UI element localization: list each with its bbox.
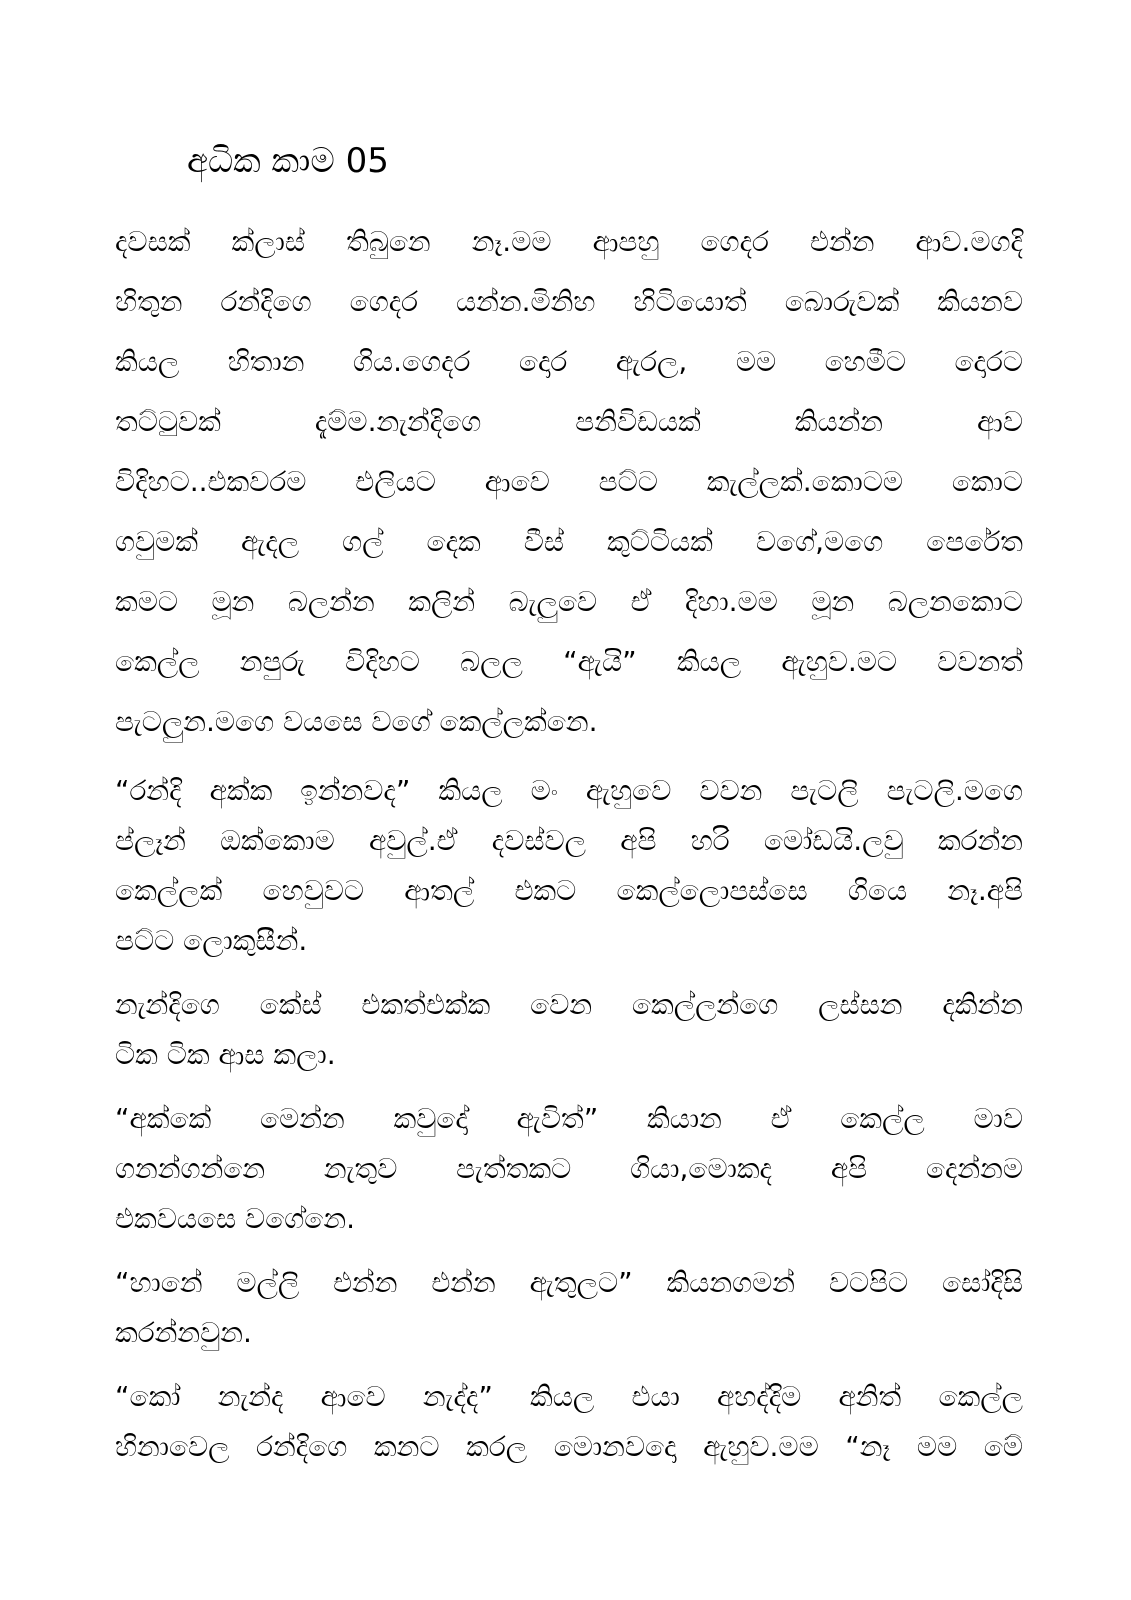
text-line: හිනාවෙල රන්දිගෙ කනට කරල මොනවදො ඇහුව.මම “නෑ මම මේ — [115, 1430, 1023, 1463]
text-line: “රන්දි අක්ක ඉන්නවද” කියල මං ඇහුවෙ වවන පැටලි පැටලි.මගෙ — [115, 774, 1023, 807]
text-line: හිතුන රන්දිගෙ ගෙදර යන්න.මිනිහ හිටියොත් බොරුවක් කියනව — [115, 285, 1023, 318]
text-line: “කෝ නැන්ද ආවෙ නැද්ද” කියල එයා අහද්දිම අනිත් කෙල්ල — [115, 1380, 1023, 1413]
text-line: විදිහට..එකවරම එලියට ආවෙ පට්ට කැල්ලක්.කොටම කොට — [115, 465, 1023, 498]
paragraph — [115, 766, 1023, 966]
paragraph — [115, 1094, 1023, 1244]
text-line: කියල හිතාන ගිය.ගෙදර දොර ඇරල, මම හෙමීට දොරට — [115, 345, 1023, 378]
text-line: පැටලුන.මගෙ වයසෙ වගේ කෙල්ලක්නෙ. — [115, 705, 598, 738]
page-title: අධික කාම 05 — [187, 141, 389, 181]
paragraph — [115, 1372, 1023, 1472]
text-line: ගවුමක් ඇදල ගල් දෙක වීස් කුට්ටියක් වගේ,මගෙ පෙරේත — [115, 525, 1023, 558]
text-line: එකවයසෙ වගේනෙ. — [115, 1202, 355, 1235]
text-line: තට්ටුවක් දැම්ම.නැන්දිගෙ පනිවිඩයක් කියන්න ආව — [115, 405, 1023, 438]
document-content — [115, 0, 1023, 1472]
text-line: පට්ට ලොකුසීන්. — [115, 924, 308, 957]
text-line: කෙල්ලක් හෙවුවට ආතල් එකට කෙල්ලොපස්සෙ ගියෙ නෑ.අපි — [115, 874, 1023, 907]
paragraph — [115, 212, 1023, 752]
text-line: ප්ලෑන් ඔක්කොම අවුල්.ඒ දවස්වල අපි හරි මෝඩයි.ලවු කරන්න — [115, 824, 1023, 857]
text-line: නැන්දිගෙ කේස් එකත්එක්ක වෙන කෙල්ලන්ගෙ ලස්සන දකින්න — [115, 988, 1023, 1021]
text-line: කෙල්ල නපුරු විදිහට බලල “ඇයි” කියල ඇහුව.මට වවනත් — [115, 645, 1023, 678]
text-line: “හානේ මල්ලි එන්න එන්න ඇතුලට” කියනගමන් වටපිට සෝදිසි — [115, 1266, 1023, 1299]
text-line: කරන්නවුන. — [115, 1316, 252, 1349]
paragraph — [115, 1258, 1023, 1358]
paragraph — [115, 980, 1023, 1080]
text-line: “අක්කේ මෙන්න කවුදෝ ඇවිත්” කියාන ඒ කෙල්ල මාව — [115, 1102, 1023, 1135]
text-line: කමට මූන බලන්න කලින් බැලුවෙ ඒ දිහා.මම මූන බලනකොට — [115, 585, 1023, 618]
text-line: දවසක් ක්ලාස් තිබුනෙ නෑ.මම ආපහු ගෙදර එන්න ආව.මගදි — [115, 225, 1023, 258]
text-line: ගනන්ගන්නෙ නැතුව පැත්තකට ගියා,මොකද අපි දෙන්නම — [115, 1152, 1023, 1185]
text-line: ටික ටික ආස කලා. — [115, 1038, 336, 1071]
